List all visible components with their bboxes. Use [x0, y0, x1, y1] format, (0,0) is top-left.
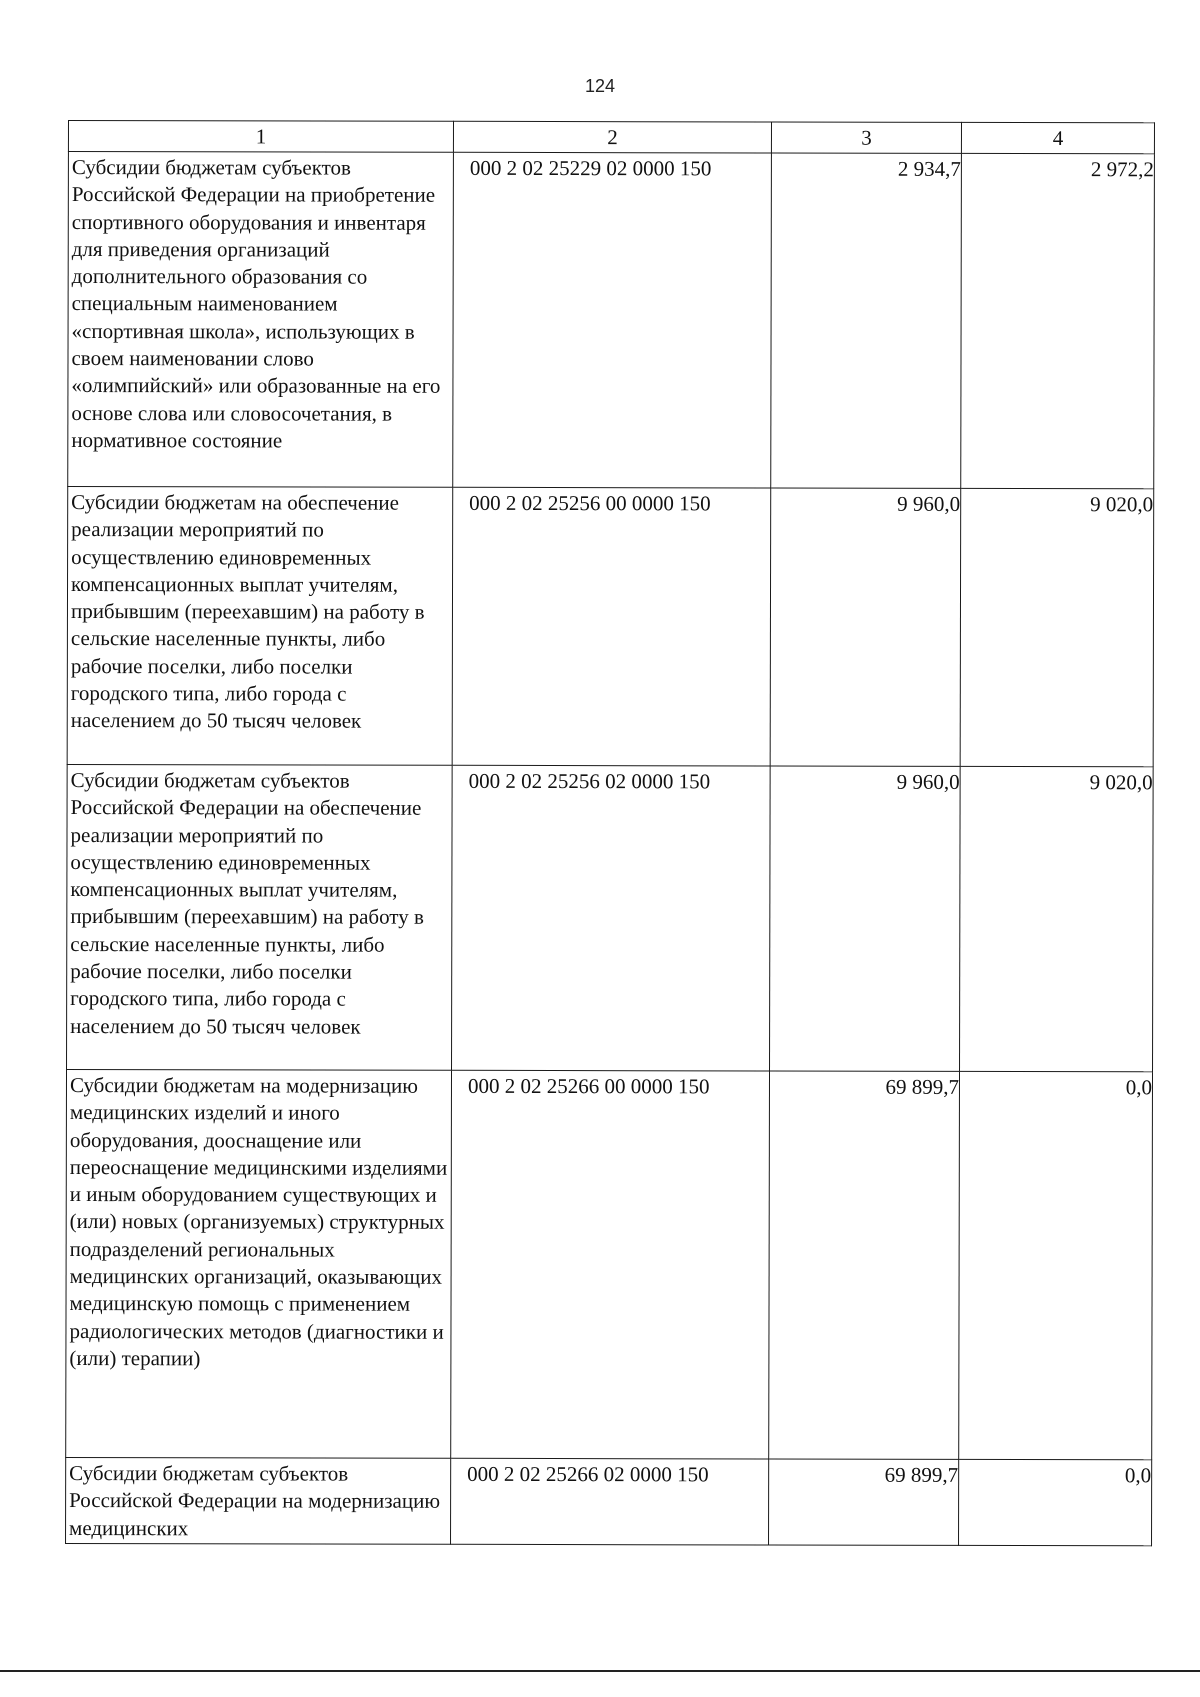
- row-value-col3: 69 899,7: [769, 1459, 959, 1545]
- table-row: [67, 764, 1154, 1071]
- row-description: Субсидии бюджетам на обеспечение реализации мероприятий по осуществлению единовременных компенсационных выплат учителям, прибывшим (переехавшим) на работу в сельские населенные пункты, либо рабочие поселки, либо поселки городского типа, либо города с населением до 50 тысяч человек: [67, 487, 453, 766]
- budget-table: [65, 120, 1155, 1546]
- row-value-col3: 69 899,7: [769, 1071, 960, 1459]
- table-row: [68, 152, 1155, 489]
- table-row: [67, 487, 1154, 767]
- row-code: 000 2 02 25266 00 0000 150: [451, 1070, 770, 1459]
- row-description: Субсидии бюджетам субъектов Российской Федерации на обеспечение реализации мероприятий по осуществлению единовременных компенсационных выплат учителям, прибывшим (переехавшим) на работу в сельские населенные пункты, либо рабочие поселки, либо поселки городского типа, либо города с населением до 50 тысяч человек: [67, 764, 453, 1070]
- row-description: Субсидии бюджетам субъектов Российской Федерации на приобретение спортивного оборудования и инвентаря для приведения организаций дополнительного образования со специальным наименованием «спортивная школа», использующих в своем наименовании слово «олимпийский» или образованные на его основе слова или словосочетания, в нормативное состояние: [68, 152, 454, 488]
- row-description: Субсидии бюджетам субъектов Российской Федерации на модернизацию медицинских: [66, 1457, 451, 1544]
- row-code: 000 2 02 25266 02 0000 150: [451, 1458, 769, 1545]
- budget-table-container: [65, 120, 1154, 1546]
- header-row: [68, 121, 1154, 154]
- table-row: [66, 1069, 1153, 1459]
- row-value-col4: 0,0: [959, 1071, 1153, 1459]
- column-header-2: 2: [453, 121, 771, 153]
- footer-rule: [0, 1670, 1200, 1672]
- page-number: 124: [584, 76, 616, 96]
- column-header-4: 4: [961, 122, 1154, 153]
- table-header: [68, 121, 1154, 154]
- table-row: [66, 1457, 1152, 1545]
- row-value-col3: 9 960,0: [770, 488, 961, 766]
- row-value-col3: 2 934,7: [771, 153, 962, 488]
- row-value-col3: 9 960,0: [770, 766, 961, 1071]
- row-value-col4: 0,0: [959, 1459, 1152, 1545]
- row-code: 000 2 02 25229 02 0000 150: [453, 152, 772, 488]
- row-value-col4: 9 020,0: [960, 488, 1154, 766]
- row-code: 000 2 02 25256 00 0000 150: [452, 487, 771, 766]
- row-value-col4: 2 972,2: [961, 153, 1155, 488]
- row-code: 000 2 02 25256 02 0000 150: [452, 765, 771, 1071]
- row-value-col4: 9 020,0: [960, 766, 1154, 1071]
- row-description: Субсидии бюджетам на модернизацию медицинских изделий и иного оборудования, дооснащение или переоснащение медицинскими изделиями и иным оборудованием существующих и (или) новых (организуемых) структурных подразделений региональных медицинских организаций, оказывающих медицинскую помощь с применением радиологических методов (диагностики и (или) терапии): [66, 1069, 452, 1458]
- column-header-1: 1: [68, 121, 453, 153]
- table-body: [66, 152, 1155, 1546]
- column-header-3: 3: [771, 122, 961, 153]
